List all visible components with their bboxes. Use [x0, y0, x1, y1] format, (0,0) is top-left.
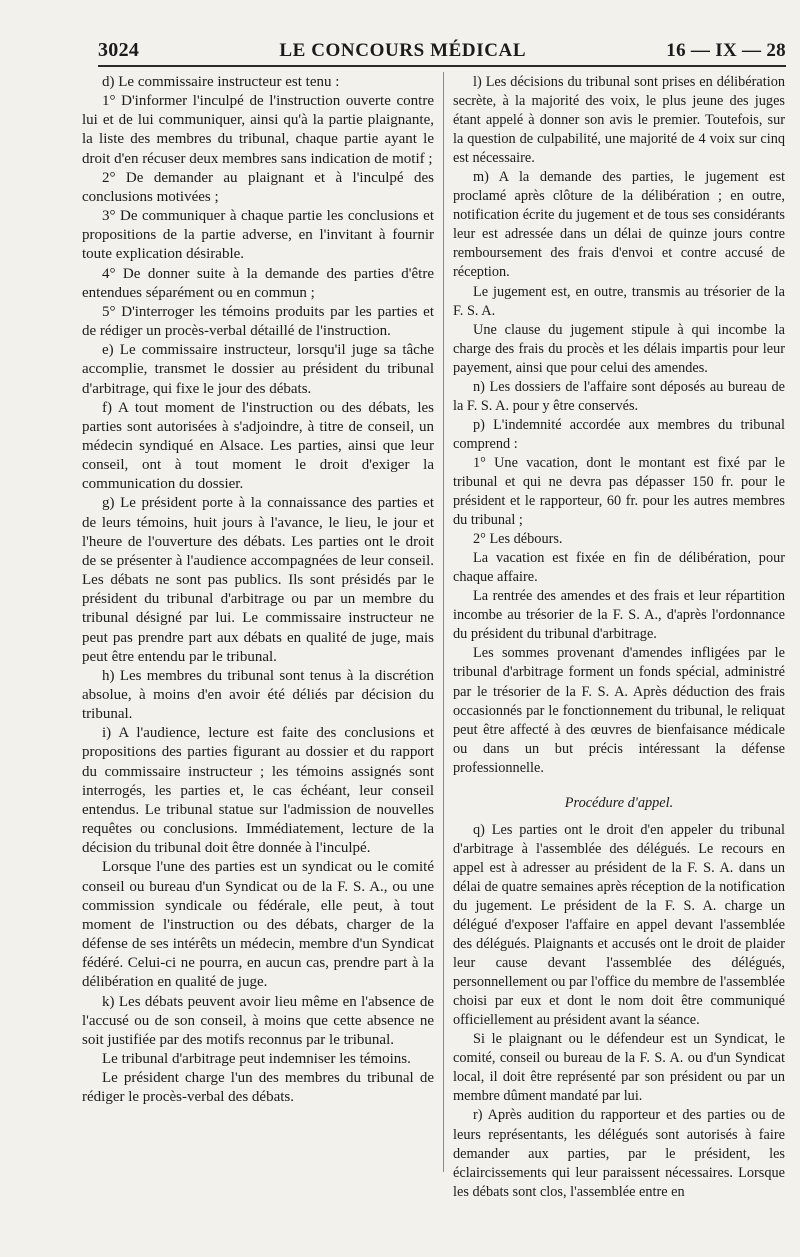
paragraph: p) L'indemnité accordée aux membres du tribunal comprend :: [453, 416, 785, 452]
paragraph: La rentrée des amendes et des frais et leur répartition incombe au trésorier de la F. S. A., d'après l'ordonnance du président du tribunal d'arbitrage.: [453, 588, 785, 643]
paragraph: 3° De communiquer à chaque partie les conclusions et propositions de la partie adverse, en l'invitant à fournir toute explication désirable.: [82, 208, 434, 263]
paragraph: i) A l'audience, lecture est faite des conclusions et propositions des parties figurant au dossier et du rapport du commissaire instructeur ; les témoins assignés sont interrogés, les parties et, le cas échéant, leur conseil entendus. Le tribunal statue sur l'admission de nouvelles requêtes ou conclusions. Immédiatement, lecture de la décision du tribunal doit être donnée à l'inculpé.: [82, 725, 434, 857]
paragraph: 5° D'interroger les témoins produits par les parties et de rédiger un procès-verbal détaillé de l'instruction.: [82, 303, 434, 340]
paragraph: 4° De donner suite à la demande des parties d'être entendues séparément ou en commun ;: [82, 265, 434, 301]
paragraph: q) Les parties ont le droit d'en appeler du tribunal d'arbitrage à l'assemblée des délégués. Le recours en appel est à adresser au président de la F. S. A. dans un délai de quatre semaines après réception de la notification du jugement. Le président de la F. S. A. charge un délégué d'exposer l'affaire en appel devant l'assemblée des délégués. Plaignants et accusés ont le droit de plaider leur cause devant l'assemblée des délégués, personnellement ou par l'office du membre de l'assemblée choisi par eux et dont le nom doit être communiqué officiellement au président avant la séance.: [453, 821, 785, 1029]
issue-reference: 16 — IX — 28: [666, 40, 786, 61]
journal-title: LE CONCOURS MÉDICAL: [279, 40, 527, 61]
paragraph: Si le plaignant ou le défendeur est un Syndicat, le comité, conseil ou bureau de la F. S. A. ou d'un Syndicat local, il doit être représenté par son président ou par un membre dûment mandaté par lui.: [453, 1031, 785, 1105]
paragraph: f) A tout moment de l'instruction ou des débats, les parties sont autorisées à s'adjoindre, à titre de conseil, un médecin syndiqué en Alsace. Les parties, ainsi que leur conseil, ont à tout moment le droit d'exiger la communication du dossier.: [82, 399, 434, 493]
paragraph: h) Les membres du tribunal sont tenus à la discrétion absolue, à moins d'en avoir été déliés par décision du tribunal.: [82, 667, 434, 723]
paragraph: Les sommes provenant d'amendes infligées par le tribunal d'arbitrage forment un fonds spécial, administré par le trésorier de la F. S. A. Après déduction des frais occasionnés par le fonctionnement du tribunal, le reliquat peut être affecté à des œuvres de bienfaisance médicale ou dans un but précis intéressant la défense professionnelle.: [453, 645, 785, 776]
paragraph: 1° Une vacation, dont le montant est fixé par le tribunal et qui ne devra pas dépasser 150 fr. pour le président et le rapporteur, 60 fr. pour les autres membres du tribunal ;: [453, 454, 785, 529]
section-heading: Procédure d'appel.: [564, 794, 674, 811]
paragraph: La vacation est fixée en fin de délibération, pour chaque affaire.: [453, 550, 785, 586]
paragraph: d) Le commissaire instructeur est tenu :: [102, 74, 340, 90]
paragraph: Le tribunal d'arbitrage peut indemniser les témoins.: [102, 1050, 411, 1067]
paragraph: m) A la demande des parties, le jugement est proclamé après clôture de la délibération ; en outre, notification écrite du jugement et de tous ses considérants leur est adressée dans un délai de quinze jours contre remboursement des frais d'envoi et contre accusé de réception.: [453, 169, 785, 281]
left-column: [82, 73, 434, 1107]
paragraph: Le président charge l'un des membres du tribunal de rédiger le procès-verbal des débats.: [82, 1070, 434, 1106]
paragraph: l) Les décisions du tribunal sont prises en délibération secrète, à la majorité des voix, le plus jeune des juges étant appelé à donner son avis le premier. Toutefois, sur la question de culpabilité, une majorité de 4 voix sur cinq est nécessaire.: [453, 74, 785, 167]
paragraph: n) Les dossiers de l'affaire sont déposés au bureau de la F. S. A. pour y être conservés.: [453, 378, 785, 414]
paragraph: r) Après audition du rapporteur et des parties ou de leurs représentants, les délégués sont autorisés à faire demander aux parties, par le président, les éclaircissements qui leur paraissent nécessaires. Lorsque les débats sont clos, l'assemblée entre en: [453, 1107, 785, 1200]
paragraph: e) Le commissaire instructeur, lorsqu'il juge sa tâche accomplie, transmet le dossier au président du tribunal d'arbitrage, qui fixe le jour des débats.: [82, 342, 434, 397]
paragraph: Le jugement est, en outre, transmis au trésorier de la F. S. A.: [453, 283, 785, 319]
paragraph: 1° D'informer l'inculpé de l'instruction ouverte contre lui et de lui communiquer, ainsi qu'à la partie plaignante, la liste des membres du tribunal, chaque partie ayant le droit d'en récuser deux membres sans indication de motif ;: [82, 93, 434, 167]
paragraph: 2° Les débours.: [473, 531, 563, 548]
paragraph: 2° De demander au plaignant et à l'inculpé des conclusions motivées ;: [82, 169, 434, 205]
page-number: 3024: [98, 39, 140, 61]
paragraph: Lorsque l'une des parties est un syndicat ou le comité conseil ou bureau d'un Syndicat ou de la F. S. A., ou une commission syndicale ou fédérale, elle peut, à tout moment de l'instruction ou des débats, charger de la défense de ses intérêts un médecin, membre d'un Syndicat fédéré. Celui-ci ne pourra, en aucun cas, prendre part à la délibération en qualité de juge.: [82, 859, 434, 991]
column-divider: [443, 72, 444, 1172]
paragraph: g) Le président porte à la connaissance des parties et de leurs témoins, huit jours à l'avance, le lieu, le jour et l'heure de l'ouverture des débats. Les parties ont le droit de se présenter à l'audience accompagnées de leur conseil. Les débats ne sont pas publics. Ils sont présidés par le président du tribunal d'arbitrage ou par un membre du tribunal désigné par lui. Le commissaire instructeur ne peut pas prendre part aux débats en qualité de juge, mais peut être entendu par le tribunal.: [82, 495, 434, 665]
page-header: [98, 34, 786, 67]
paragraph: k) Les débats peuvent avoir lieu même en l'absence de l'accusé ou de son conseil, à moins que cette absence ne soit justifiée par des motifs reconnus par le tribunal.: [82, 993, 434, 1048]
right-column: [453, 73, 785, 1202]
paragraph: Une clause du jugement stipule à qui incombe la charge des frais du procès et les délais impartis pour leur payement, ainsi que pour celui des amendes.: [453, 321, 785, 376]
